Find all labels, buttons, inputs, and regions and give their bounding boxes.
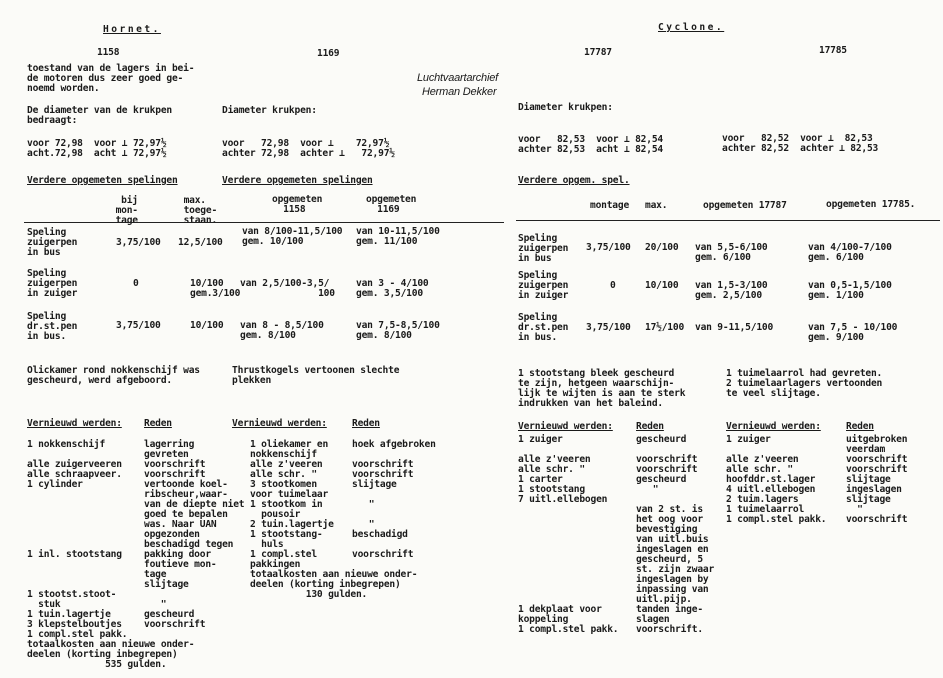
c17785-reasons: uitgebroken veerdam voorschrift voorschrift slijtage ingeslagen slijtage " voorschrift — [846, 434, 908, 525]
h1158-renewed-heading: Vernieuwd werden: — [27, 418, 122, 429]
c-row3-17785: van 7,5 - 10/100 gem. 9/100 — [808, 322, 898, 343]
c17787-renewed-items: 1 zuiger alle z'veeren alle schr. " 1 carter 1 stootstang 7 uitl.ellebogen 1 dekplaat voor koppeling 1 compl.stel pakk. — [518, 434, 619, 635]
cyclone-clearance-heading: Verdere opgem. spel. — [518, 175, 630, 186]
h-row1-1158: van 8/100-11,5/100 gem. 10/100 — [242, 226, 343, 247]
bearing-condition-text: toestand van de lagers in bei- de motoren dus zeer goed ge- noemd worden. — [27, 63, 195, 94]
col-montage: montage — [590, 200, 630, 211]
h1169-reason-heading: Reden — [352, 418, 380, 429]
h1158-reasons: lagerring gevreten voorschrift voorschrift vertoonde koel- ribscheur,waar- van de diepte niet goed te bepalen was. Naar UAN opgezonden beschadigd tegen pakking door foutieve mon- tage slijtage " gescheurd voorschrift — [144, 439, 245, 630]
hornet-1169-diameter-label: Diameter krukpen: — [222, 105, 317, 116]
hornet-title: Hornet. — [103, 24, 161, 35]
cyclone-17787-diameter-values: voor 82,53 voor ⊥ 82,54 achter 82,53 acht ⊥ 82,54 — [518, 134, 663, 155]
cyclone-17785-diameter-values: voor 82,52 voor ⊥ 82,53 achter 82,52 achter ⊥ 82,53 — [722, 133, 879, 154]
h1158-renewed-items: 1 nokkenschijf alle zuigerveeren alle schraapveer. 1 cylinder 1 inl. stootstang 1 stootst.stoot- stuk 1 tuin.lagertje 3 klepstelboutjes 1 compl.stel pakk. totaalkosten aan nieuwe onder- deelen (korting inbegrepen) 535 gulden. — [27, 439, 195, 670]
h1158-reason-heading: Reden — [144, 418, 172, 429]
finding-1158: Olickamer rond nokkenschijf was gescheurd, werd afgeboord. — [27, 365, 200, 386]
c-row3-montage: 3,75/100 — [586, 322, 631, 333]
finding-17785: 1 tuimelaarrol had gevreten. 2 tuimelaarlagers vertoonden te veel slijtage. — [726, 368, 883, 399]
h-row2-1169: van 3 - 4/100 gem. 3,5/100 — [356, 278, 429, 299]
h-row3-1158: van 8 - 8,5/100 gem. 8/100 — [240, 320, 324, 341]
c-row1-montage: 3,75/100 — [586, 242, 631, 253]
h-row2-label: Speling zuigerpen in zuiger — [27, 268, 78, 299]
c-row2-17785: van 0,5-1,5/100 gem. 1/100 — [808, 280, 892, 301]
h1169-renewed-items: 1 oliekamer en nokkenschijf alle z'veeren alle schr. " 3 stootkomen voor tuimelaar 1 stootkom in pousoir 2 tuin.lagertje 1 stootstang- huls 1 compl.stel pakkingen totaalkosten aan nieuwe onder- deelen (korting inbegrepen) 130 gulden. — [250, 439, 418, 600]
h-row3-max: 10/100 — [190, 320, 224, 331]
c17785-reason-heading: Reden — [846, 421, 874, 432]
c17787-reason-heading: Reden — [636, 421, 664, 432]
c-row3-label: Speling dr.st.pen in bus. — [518, 312, 569, 343]
col-max: max. — [645, 200, 668, 211]
finding-1169: Thrustkogels vertoonen slechte plekken — [232, 365, 400, 386]
h-row3-bij: 3,75/100 — [116, 320, 161, 331]
col-opgemeten-17787: opgemeten 17787 — [703, 200, 787, 211]
hornet-1158-diameter-values: voor 72,98 voor ⊥ 72,97½ acht.72,98 acht ⊥ 72,97½ — [27, 138, 167, 159]
h-row2-bij: 0 — [133, 278, 139, 289]
c-row3-17787: van 9-11,5/100 — [695, 322, 774, 333]
h-row1-1169: van 10-11,5/100 gem. 11/100 — [356, 226, 440, 247]
h-row1-bij: 3,75/100 — [116, 237, 161, 248]
archive-stamp-line1: Luchtvaartarchief — [417, 72, 498, 84]
col-bij-montage: bij mon- tage — [115, 195, 138, 226]
col-max-toegestaan: max. toege- staan. — [183, 195, 218, 226]
hornet-1169-clearance-heading: Verdere opgemeten spelingen — [222, 175, 373, 186]
h-row1-max: 12,5/100 — [178, 237, 223, 248]
c-row2-label: Speling zuigerpen in zuiger — [518, 270, 569, 301]
engine-17787-label: 17787 — [584, 47, 612, 58]
hornet-1158-diameter-label: De diameter van de krukpen bedraagt: — [27, 105, 172, 126]
col-opgemeten-1169: opgemeten 1169 — [366, 194, 417, 215]
c17785-renewed-heading: Vernieuwd werden: — [726, 421, 821, 432]
h-row3-1169: van 7,5-8,5/100 gem. 8/100 — [356, 320, 440, 341]
c17787-reasons: gescheurd voorschrift voorschrift gescheurd " van 2 st. is het oog voor bevestiging van uitl.buis ingeslagen en gescheurd, 5 st. zijn zwaar ingeslagen by inpassing van uitl.pijp. tanden inge- slagen voorschrift. — [636, 434, 715, 635]
c-row1-17787: van 5,5-6/100 gem. 6/100 — [695, 242, 768, 263]
c-row2-17787: van 1,5-3/100 gem. 2,5/100 — [695, 280, 768, 301]
hornet-table-rule — [24, 222, 504, 223]
c-row2-max: 10/100 — [645, 280, 679, 291]
h-row2-max: 10/100 gem.3/100 — [190, 278, 241, 299]
h-row3-label: Speling dr.st.pen in bus. — [27, 311, 78, 342]
col-opgemeten-17785: opgemeten 17785. — [826, 199, 916, 210]
hornet-1169-diameter-values: voor 72,98 voor ⊥ 72,97½ achter 72,98 achter ⊥ 72,97½ — [222, 138, 395, 159]
archive-stamp-line2: Herman Dekker — [422, 86, 497, 98]
c-row1-label: Speling zuigerpen in bus — [518, 233, 569, 264]
c-row2-montage: 0 — [610, 280, 616, 291]
c17785-renewed-items: 1 zuiger alle z'veeren alle schr. " hoofddr.st.lager 4 uitl.ellebogen 2 tuim.lagers 1 tuimelaarrol 1 compl.stel pakk. — [726, 434, 827, 525]
col-opgemeten-1158: opgemeten 1158 — [272, 194, 323, 215]
engine-1158-label: 1158 — [97, 47, 120, 58]
c-row1-max: 20/100 — [645, 242, 679, 253]
h-row2-1158: van 2,5/100-3,5/ 100 — [240, 278, 335, 299]
engine-1169-label: 1169 — [317, 48, 340, 59]
c-row1-17785: van 4/100-7/100 gem. 6/100 — [808, 242, 892, 263]
cyclone-diameter-label: Diameter krukpen: — [518, 102, 613, 113]
h-row1-label: Speling zuigerpen in bus — [27, 227, 78, 258]
hornet-1158-clearance-heading: Verdere opgemeten spelingen — [27, 175, 178, 186]
h1169-reasons: hoek afgebroken voorschrift voorschrift slijtage " " beschadigd voorschrift — [352, 439, 436, 560]
engine-17785-label: 17785 — [819, 45, 847, 56]
cyclone-table-rule — [516, 220, 940, 221]
cyclone-title: Cyclone. — [658, 22, 725, 33]
c-row3-max: 17½/100 — [645, 322, 685, 333]
finding-17787: 1 stootstang bleek gescheurd te zijn, hetgeen waarschijn- lijk te wijten is aan te sterk indrukken van het baleind. — [518, 368, 686, 409]
c17787-renewed-heading: Vernieuwd werden: — [518, 421, 613, 432]
h1169-renewed-heading: Vernieuwd werden: — [232, 418, 327, 429]
